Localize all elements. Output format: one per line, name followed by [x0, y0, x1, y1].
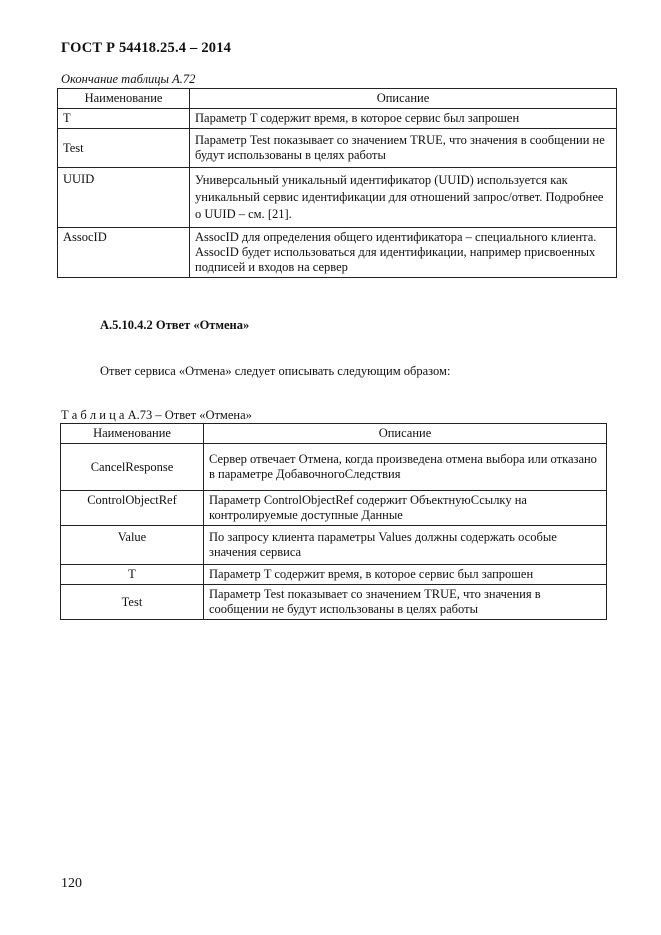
row-description: Параметр Test показывает со значением TRUE, что значения в сообщении не будут использованы в целях работы — [190, 129, 617, 168]
table-73-caption: Т а б л и ц а А.73 – Ответ «Отмена» — [61, 408, 252, 422]
column-header-name: Наименование — [58, 89, 190, 109]
table-row — [61, 491, 607, 526]
page-number: 120 — [61, 876, 82, 891]
table-row — [61, 565, 607, 585]
row-name: ControlObjectRef — [61, 491, 204, 526]
row-name: T — [61, 565, 204, 585]
table-header-row — [58, 89, 617, 109]
table-row — [61, 585, 607, 620]
row-description: По запросу клиента параметры Values должны содержать особые значения сервиса — [204, 526, 607, 565]
table-73 — [60, 423, 607, 620]
table-row — [61, 526, 607, 565]
table-row — [58, 228, 617, 278]
row-description: Параметр T содержит время, в которое сервис был запрошен — [190, 109, 617, 129]
row-name: Value — [61, 526, 204, 565]
column-header-description: Описание — [204, 424, 607, 444]
document-title: ГОСТ Р 54418.25.4 – 2014 — [61, 40, 232, 56]
table-row — [58, 168, 617, 228]
column-header-description: Описание — [190, 89, 617, 109]
section-paragraph: Ответ сервиса «Отмена» следует описывать следующим образом: — [100, 364, 451, 378]
row-description: AssocID для определения общего идентификатора – специального клиента. AssocID будет использоваться для идентификации, например присвоенных подписей и входов на сервер — [190, 228, 617, 278]
row-name: T — [58, 109, 190, 129]
table-row — [58, 129, 617, 168]
row-description: Параметр ControlObjectRef содержит ОбъектнуюСсылку на контролируемые доступные Данные — [204, 491, 607, 526]
table-header-row — [61, 424, 607, 444]
table-row — [58, 109, 617, 129]
table-row — [61, 444, 607, 491]
row-description: Параметр Test показывает со значением TRUE, что значения в сообщении не будут использованы в целях работы — [204, 585, 607, 620]
table-72-caption: Окончание таблицы А.72 — [61, 72, 196, 86]
row-name: Test — [61, 585, 204, 620]
table-72 — [57, 88, 617, 278]
row-description: Сервер отвечает Отмена, когда произведена отмена выбора или отказано в параметре ДобавочногоСледствия — [204, 444, 607, 491]
section-title: А.5.10.4.2 Ответ «Отмена» — [100, 318, 250, 332]
row-name: Test — [58, 129, 190, 168]
row-description: Универсальный уникальный идентификатор (UUID) используется как уникальный сервис идентификации для отношений запрос/ответ. Подробнее о UUID – см. [21]. — [190, 168, 617, 228]
column-header-name: Наименование — [61, 424, 204, 444]
row-name: UUID — [58, 168, 190, 228]
row-name: CancelResponse — [61, 444, 204, 491]
row-description: Параметр T содержит время, в которое сервис был запрошен — [204, 565, 607, 585]
row-name: AssocID — [58, 228, 190, 278]
